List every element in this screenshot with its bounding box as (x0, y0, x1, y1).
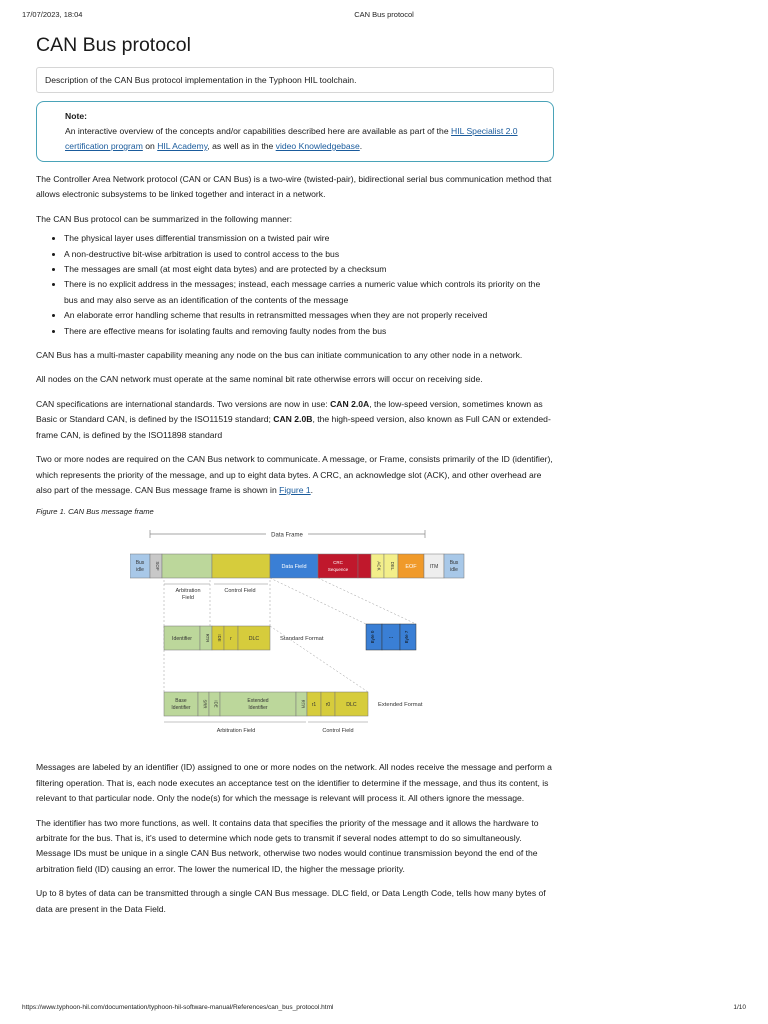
note-text (65, 124, 543, 154)
standard-format-label: Standard Format (280, 636, 324, 643)
paragraph-data-bytes: Up to 8 bytes of data can be transmitted through a single CAN Bus message. DLC field, or Data Length Code, tells how many bytes of data are present in the Data Field. (36, 888, 546, 914)
spec-can20b: CAN 2.0B (273, 414, 313, 425)
control-field (212, 554, 270, 578)
crc-field (318, 554, 358, 578)
arbitration-field-bottom-label: Arbitration Field (216, 728, 256, 735)
note-text-3: , as well as in the (207, 141, 276, 151)
print-date: 17/07/2023, 18:04 (22, 10, 83, 19)
paragraph-nodes (36, 452, 554, 498)
ext-extended-label-1: Extended (247, 698, 269, 705)
note-text-2: on (142, 141, 158, 151)
ext-extended-label-2: Identifier (248, 705, 268, 712)
ext-rtr-label: RTR (300, 699, 306, 709)
extended-format-label: Extended Format (378, 702, 423, 709)
note-title: Note: (65, 111, 87, 121)
print-header (22, 10, 746, 22)
figure-1-link[interactable]: Figure 1 (279, 484, 311, 495)
std-ide-label: IDE (217, 634, 222, 642)
list-item: • There are effective means for isolating faults and removing faulty nodes from the bus (64, 324, 554, 339)
crc-label-2: Sequence (327, 567, 349, 573)
list-item: • The messages are small (at most eight data bytes) and are protected by a checksum (64, 262, 554, 277)
control-field-bottom-label: Control Field (322, 728, 354, 735)
ext-base-identifier (164, 692, 198, 716)
can-frame-diagram (130, 526, 470, 750)
crc-label-1: CRC (333, 560, 343, 566)
spec-text-2: , the low-speed version, sometimes known as Basic or Standard CAN, is defined by the ISO11519 standard; (36, 398, 543, 425)
arbitration-field (162, 554, 212, 578)
byte-7-label: Byte 7 (404, 630, 409, 644)
ext-base-label-2: Identifier (171, 705, 191, 712)
eof-label: EOF (405, 564, 417, 571)
sof-label: SOF (155, 561, 160, 571)
print-footer (22, 1004, 746, 1014)
list-item: • An elaborate error handling scheme that results in retransmitted messages when they are not properly received (64, 308, 554, 323)
del-label: DEL (390, 561, 395, 571)
ext-dlc-label: DLC (346, 702, 357, 709)
print-title: CAN Bus protocol (354, 10, 414, 19)
ext-extended-identifier (220, 692, 296, 716)
note-box (36, 101, 554, 162)
arbitration-field-label-2: Field (182, 595, 194, 602)
ext-r0-label: r0 (325, 702, 331, 709)
ack-label: ACK (376, 561, 382, 571)
ext-srr-label: SRR (202, 699, 208, 709)
list-item: • The physical layer uses differential transmission on a twisted pair wire (64, 231, 554, 246)
note-text-1: An interactive overview of the concepts and/or capabilities described here are available as part of the (65, 126, 451, 136)
page-title: CAN Bus protocol (36, 34, 191, 56)
hil-academy-link[interactable]: HIL Academy (157, 141, 208, 151)
description-box: Description of the CAN Bus protocol implementation in the Typhoon HIL toolchain. (36, 67, 554, 93)
data-frame-text: Data Frame (271, 532, 303, 539)
bus-idle-left-label-1: Bus (135, 560, 145, 567)
nodes-text-2: . (310, 484, 314, 495)
paragraph-intro: The Controller Area Network protocol (CAN or CAN Bus) is a two-wire (twisted-pair), bidirectional serial bus communication method that allows electronic subsystems to be linked together and interact in a network. (36, 174, 552, 200)
ext-base-label-1: Base (175, 698, 187, 705)
crc-delimiter (358, 554, 371, 578)
arbitration-field-label-1: Arbitration (175, 588, 201, 595)
hil-specialist-link[interactable]: HIL Specialist 2.0 certification program (65, 126, 518, 151)
list-item: • A non-destructive bit-wise arbitration is used to control access to the bus (64, 247, 554, 262)
control-field-label: Control Field (224, 588, 256, 595)
note-text-4: . (359, 141, 363, 151)
can-frame-figure (36, 526, 554, 750)
page-number: 1/10 (733, 1004, 746, 1011)
paragraph-summary: The CAN Bus protocol can be summarized in the following manner: (36, 213, 293, 224)
std-identifier-label: Identifier (172, 636, 192, 643)
ext-r1-label: r1 (311, 702, 317, 709)
figure-caption: Figure 1. CAN Bus message frame (36, 507, 154, 517)
bus-idle-left (130, 554, 150, 578)
print-url: https://www.typhoon-hil.com/documentation/typhoon-hil-software-manual/References/can_bus_protocol.html (22, 1004, 334, 1011)
paragraph-identifier-functions: The identifier has two more functions, as well. It contains data that specifies the priority of the message and it allows the hardware to arbitrate for the bus. That is, it's used to determine which node gets to transmit if several nodes attempt to do so simultaneously. Message IDs must be unique in a single CAN Bus network, otherwise two nodes would continue transmission beyond the end of the arbitration field (ID) causing an error. The lower the numerical ID, the higher the message priority. (36, 817, 539, 874)
main-content (36, 30, 554, 926)
bus-idle-right-label-2: idle (450, 567, 458, 574)
paragraph-multimaster: CAN Bus has a multi-master capability meaning any node on the bus can initiate communication to any other node in a network. (36, 350, 523, 361)
byte-0-label: Byte 0 (370, 630, 375, 644)
std-dlc-label: DLC (248, 636, 260, 643)
spec-text-1: CAN specifications are international standards. Two versions are now in use: (36, 398, 331, 409)
summary-list (36, 231, 554, 339)
bus-idle-right (444, 554, 464, 578)
std-rtr-label: RTR (205, 633, 210, 643)
byte-dots-label: ... (388, 634, 394, 641)
paragraph-bitrate: All nodes on the CAN network must operate at the same nominal bit rate otherwise errors will occur on receiving side. (36, 374, 483, 385)
std-r-label: r (230, 636, 232, 643)
bus-idle-left-label-2: idle (136, 567, 144, 574)
nodes-text-1: Two or more nodes are required on the CAN Bus network to communicate. A message, or Frame, consists primarily of the ID (identifier), which represents the priority of the message, and up to eight data bytes. A CRC, an acknowledge slot (ACK), and other overhead are also part of the message. CAN Bus message frame is shown in (36, 454, 553, 495)
bus-idle-right-label-1: Bus (449, 560, 459, 567)
itm-label: ITM (429, 564, 439, 571)
spec-can20a: CAN 2.0A (330, 398, 370, 409)
spec-text-3: , the high-speed version, also known as Full CAN or extended-frame CAN, is defined by the ISO11898 standard (36, 414, 551, 440)
paragraph-specifications (36, 397, 554, 443)
video-knowledgebase-link[interactable]: video Knowledgebase (275, 141, 360, 151)
paragraph-identifier: Messages are labeled by an identifier (ID) assigned to one or more nodes on the network. All nodes receive the message and perform a filtering operation. That is, each node executes an acceptance test on the identifier to determine if the message, and thus its content, is relevant to that particular node. Only the node(s) for which the message is relevant will process it. All others ignore the message. (36, 762, 552, 804)
data-field-label: Data Field (281, 564, 307, 571)
ext-ide-label: IDE (213, 700, 219, 708)
list-item: • There is no explicit address in the messages; instead, each message carries a numeric value which controls its priority on the bus and may also serve as an identification of the contents of the message (64, 277, 554, 308)
